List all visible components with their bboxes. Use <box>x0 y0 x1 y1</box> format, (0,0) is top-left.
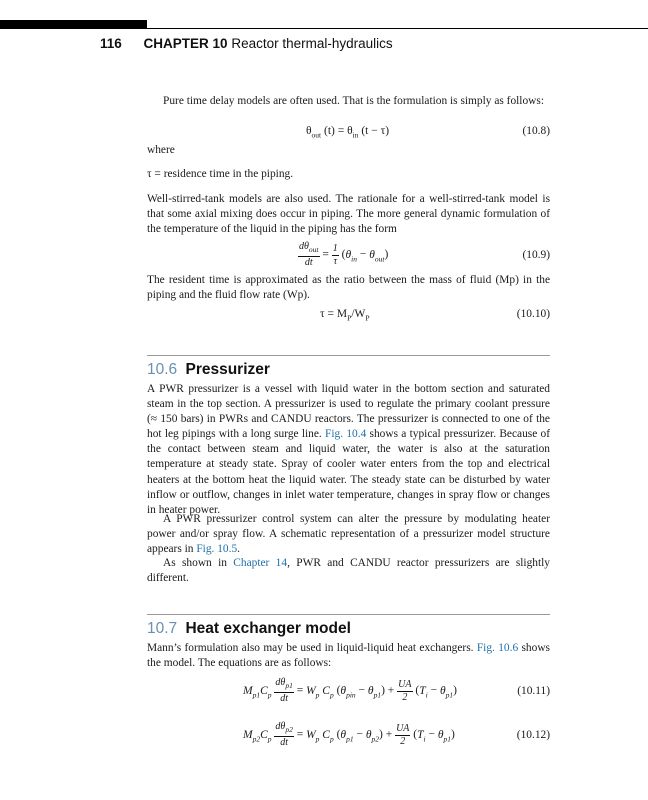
running-header <box>100 36 393 51</box>
section-title: Heat exchanger model <box>185 620 351 637</box>
page-number: 116 <box>100 36 122 51</box>
where-label: where <box>147 144 175 156</box>
equation-10-8: $\theta_{out}$ $(t) = \theta_{in}$ (t − τ) <box>306 125 390 140</box>
equation-10-10: $\tau = M_P/W_P$ <box>320 308 370 323</box>
link-fig-10-5[interactable]: Fig. 10.5 <box>196 543 238 556</box>
equation-number-10-10: (10.10) <box>516 308 550 320</box>
equation-number-10-12: (10.12) <box>516 729 550 741</box>
equation-10-11: $M_{p1}C_p$ $\frac{d\theta_{p1}}{dt}$ = $W_p$ $C_p$ $(\theta_{pin} - \theta_{p1})$ + $\frac{UA}{2}$ $(T_i - \theta_{p1})$ <box>243 677 457 704</box>
header-bar <box>0 20 147 29</box>
tau-definition: τ = residence time in the piping. <box>147 168 294 180</box>
chapter-title: Reactor thermal-hydraulics <box>231 36 393 51</box>
section-heading-10-7 <box>147 620 351 638</box>
section-title: Pressurizer <box>185 361 270 378</box>
paragraph-time-delay: Pure time delay models are often used. That is the formulation is simply as follows: <box>163 95 544 107</box>
paragraph-pressurizer-3: As shown in Chapter 14, PWR and CANDU reactor pressurizers are slightly different. <box>147 557 551 585</box>
section-rule-10-7 <box>147 614 550 615</box>
paragraph-pressurizer-2: A PWR pressurizer control system can alter the pressure by modulating heater power and/or spray flow. A schematic representation of a pressurizer model structure appears in Fig. 10.5. <box>147 513 550 556</box>
link-fig-10-4[interactable]: Fig. 10.4 <box>325 428 367 441</box>
paragraph-resident-time: The resident time is approximated as the ratio between the mass of fluid (Mp) in the piping and the fluid flow rate (Wp). <box>147 274 550 302</box>
section-heading-10-6 <box>147 361 270 379</box>
equation-10-9: $\frac{d\theta_{out}}{dt}$ = $\frac{1}{\tau}$ $(\theta_{in} - \theta_{out})$ <box>299 241 389 268</box>
section-number: 10.6 <box>147 361 178 378</box>
section-number: 10.7 <box>147 620 178 637</box>
section-rule-10-6 <box>147 355 550 356</box>
equation-number-10-11: (10.11) <box>517 685 550 697</box>
link-chapter-14[interactable]: Chapter 14 <box>233 557 288 569</box>
paragraph-heat-exchanger: Mann’s formulation also may be used in liquid-liquid heat exchangers. Fig. 10.6 shows the model. The equations are as follows: <box>147 642 550 670</box>
chapter-label: CHAPTER 10 <box>143 36 228 51</box>
paragraph-pressurizer-1: A PWR pressurizer is a vessel with liquid water in the bottom section and saturated steam in the top section. A pressurizer is used to regulate the primary coolant pressure (≈ 150 bars) in PWRs and CANDU reactors. The pressurizer is connected to one of the hot leg pipings with a long surge line. Fig. 10.4 shows a typical pressurizer. Because of the contact between steam and liquid water, the water is also at the saturation temperature at steady state. Spray of cooler water enters from the top and electrical heaters at the bottom heat the liquid water. The steady state can be disturbed by water inflow or outflow, changes in inlet water temperature, changes in spray flow or changes in heater power. <box>147 383 551 516</box>
header-rule <box>147 28 648 29</box>
equation-number-10-8: (10.8) <box>522 125 550 137</box>
equation-number-10-9: (10.9) <box>522 249 550 261</box>
link-fig-10-6[interactable]: Fig. 10.6 <box>476 642 519 654</box>
paragraph-stirred-tank: Well-stirred-tank models are also used. The rationale for a well-stirred-tank model is that some axial mixing does occur in piping. The more general dynamic formulation of the temperature of the liquid in the piping has the form <box>147 193 550 236</box>
equation-10-12: $M_{p2}C_p$ $\frac{d\theta_{p2}}{dt}$ = $W_p$ $C_p$ $(\theta_{p1} - \theta_{p2})$ + $\frac{UA}{2}$ $(T_i - \theta_{p1})$ <box>243 721 455 748</box>
